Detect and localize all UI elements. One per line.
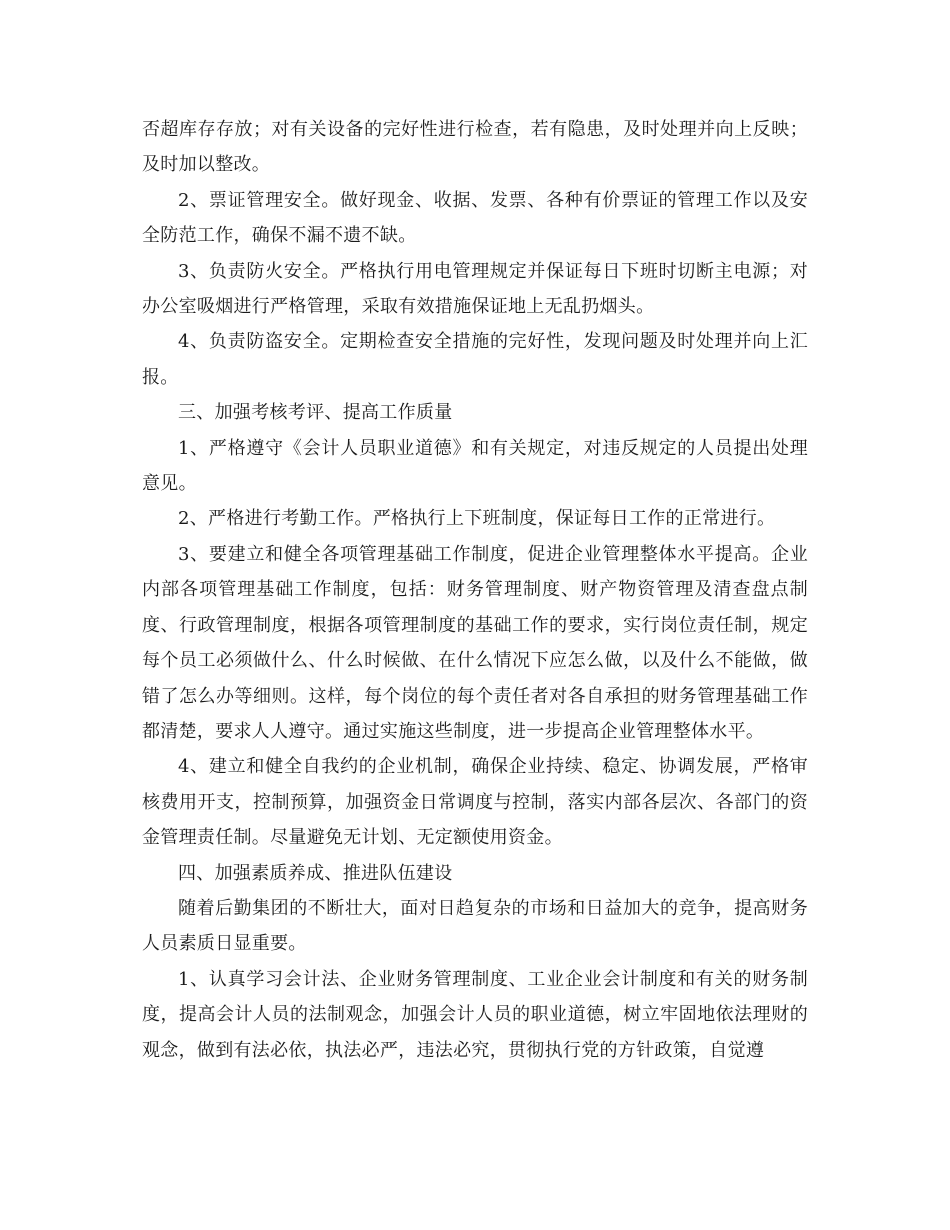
paragraph-continuation: 否超库存存放；对有关设备的完好性进行检查，若有隐患，及时处理并向上反映；及时加以整改。 — [142, 119, 808, 176]
paragraph-study-law: 1、认真学习会计法、企业财务管理制度、工业企业会计制度和有关的财务制度，提高会计人员的法制观念，加强会计人员的职业道德，树立牢固地依法理财的观念，做到有法必依，执法必严，违法必究，贯彻执行党的方针政策，自觉遵 — [142, 968, 808, 1061]
paragraph-self-discipline: 4、建立和健全自我约的企业机制，确保企业持续、稳定、协调发展，严格审核费用开支，控制预算，加强资金日常调度与控制，落实内部各层次、各部门的资金管理责任制。尽量避免无计划、无定额使用资金。 — [142, 756, 808, 849]
paragraph-attendance: 2、严格进行考勤工作。严格执行上下班制度，保证每日工作的正常进行。 — [178, 508, 776, 530]
section-heading-assessment: 三、加强考核考评、提高工作质量 — [178, 402, 453, 424]
section-heading-team-building: 四、加强素质养成、推进队伍建设 — [178, 862, 453, 884]
paragraph-ethics: 1、严格遵守《会计人员职业道德》和有关规定，对违反规定的人员提出处理意见。 — [142, 437, 808, 495]
paragraph-ticket-security: 2、票证管理安全。做好现金、收据、发票、各种有价票证的管理工作以及安全防范工作，确保不漏不遗不缺。 — [142, 189, 808, 247]
paragraph-theft-prevention: 4、负责防盗安全。定期检查安全措施的完好性，发现问题及时处理并向上汇报。 — [142, 331, 808, 388]
paragraph-quality-intro: 随着后勤集团的不断壮大，面对日趋复杂的市场和日益加大的竞争，提高财务人员素质日显重要。 — [142, 897, 808, 955]
document-body — [142, 112, 808, 1068]
paragraph-management-systems: 3、要建立和健全各项管理基础工作制度，促进企业管理整体水平提高。企业内部各项管理基础工作制度，包括：财务管理制度、财产物资管理及清查盘点制度、行政管理制度，根据各项管理制度的基础工作的要求，实行岗位责任制，规定每个员工必须做什么、什么时候做、在什么情况下应怎么做，以及什么不能做，做错了怎么办等细则。这样，每个岗位的每个责任者对各自承担的财务管理基础工作都清楚，要求人人遵守。通过实施这些制度，进一步提高企业管理整体水平。 — [142, 543, 808, 742]
paragraph-fire-safety: 3、负责防火安全。严格执行用电管理规定并保证每日下班时切断主电源；对办公室吸烟进行严格管理，采取有效措施保证地上无乱扔烟头。 — [142, 260, 808, 318]
